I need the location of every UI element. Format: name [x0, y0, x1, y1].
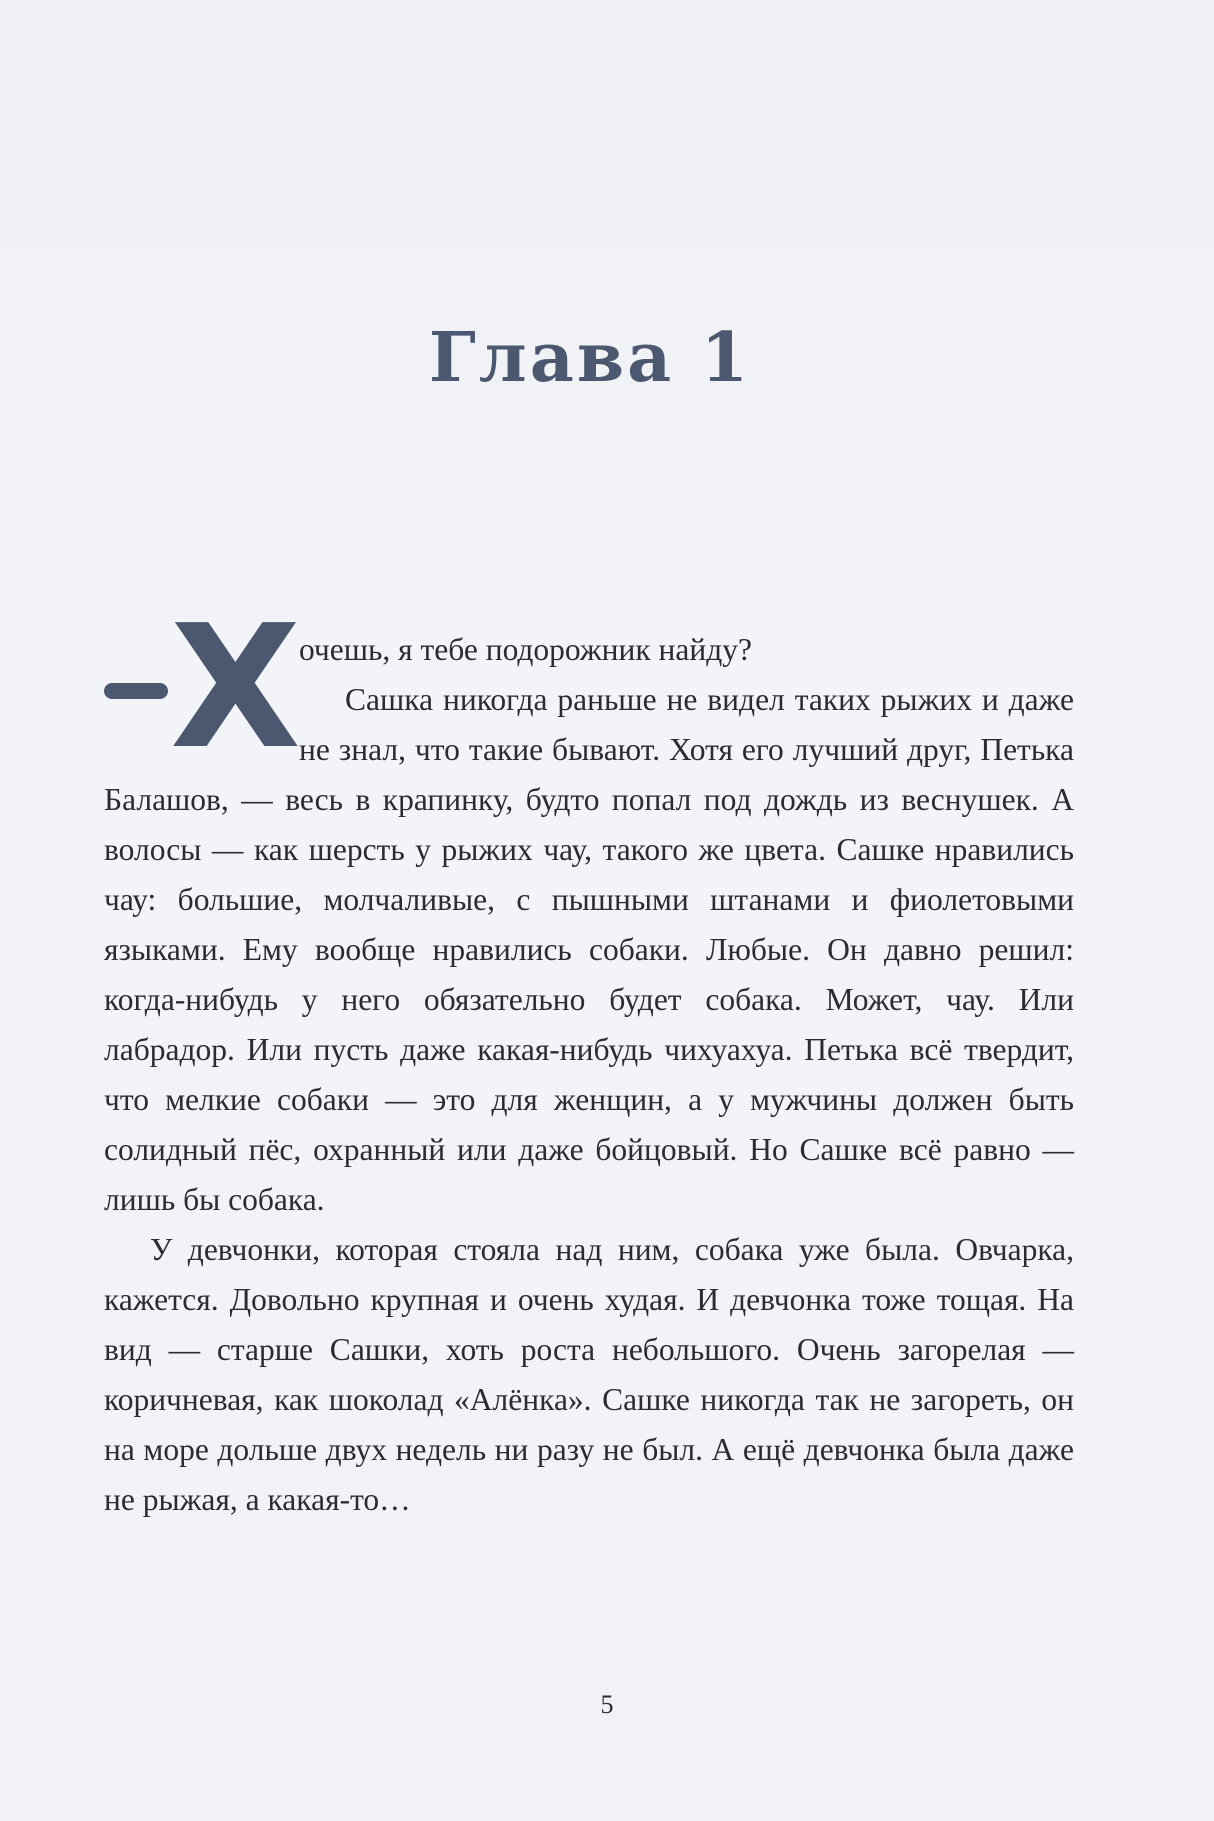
paragraph-1-text: очешь, я тебе подорожник найду?: [299, 632, 753, 667]
chapter-title: Глава 1: [428, 318, 752, 398]
page-number: 5: [600, 1690, 614, 1719]
paragraph-3: У девчонки, которая стояла над ним, собака уже была. Овчарка, кажется. Довольно крупная и очень худая. И девчонка тоже тощая. На вид — старше Сашки, хоть роста небольшого. Очень загорелая — коричневая, как шоколад «Алёнка». Сашке никогда так не загореть, он на море дольше двух недель ни разу не был. А ещё девчонка была даже не рыжая, а какая-то…: [104, 1232, 1074, 1517]
paragraph-2: Сашка никогда раньше не видел таких рыжих и даже не знал, что такие бывают. Хотя его лучший друг, Петька Балашов, — весь в крапинку, будто попал под дождь из веснушек. А волосы — как шерсть у рыжих чау, такого же цвета. Сашке нравились чау: большие, молчаливые, с пышными штанами и фиолетовыми языками. Ему вообще нравились собаки. Любые. Он давно решил: когда-нибудь у него обязательно будет собака. Может, чау. Или лабрадор. Или пусть даже какая-нибудь чихуахуа. Петька всё твердит, что мелкие собаки — это для женщин, а у мужчины должен быть солидный пёс, охранный или даже бойцовый. Но Сашке всё равно — лишь бы собака.: [104, 682, 1074, 1217]
paragraph-1: [104, 589, 1074, 1225]
drop-cap-dash: [104, 683, 168, 699]
chapter-body: [104, 589, 1074, 1525]
drop-cap: [104, 589, 302, 787]
drop-cap-letter: Х: [170, 589, 302, 787]
